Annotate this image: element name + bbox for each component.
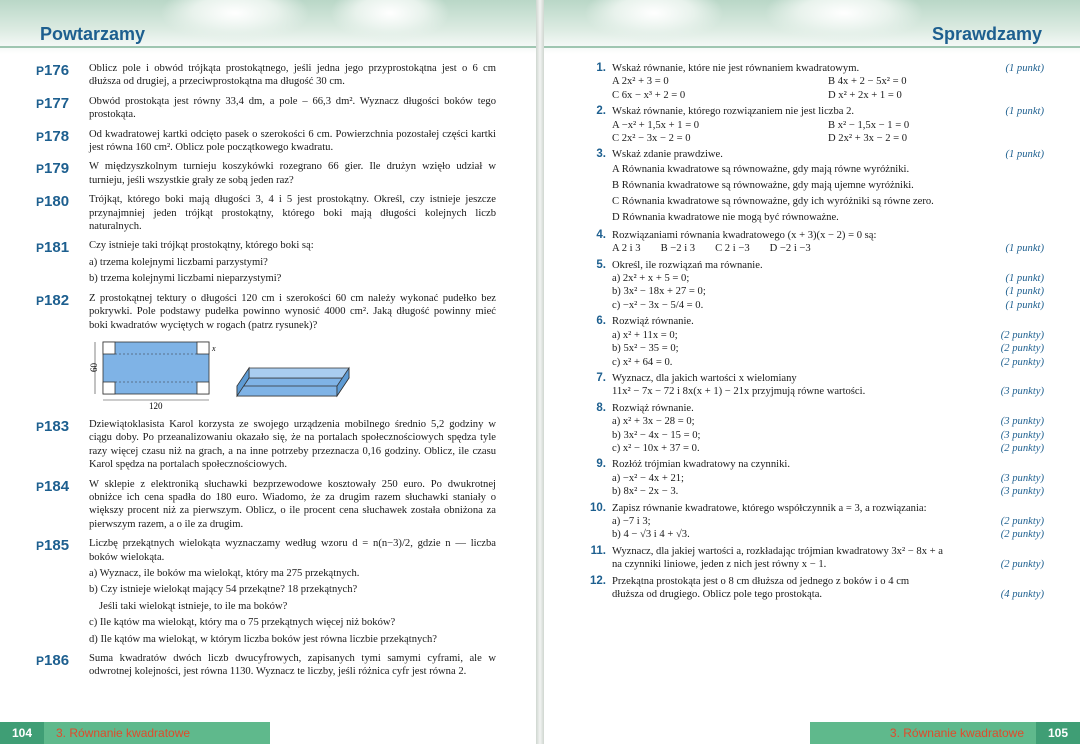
task-subitem xyxy=(612,342,1044,355)
subitem-points: (2 punkty) xyxy=(1000,343,1044,355)
task-item xyxy=(588,545,1044,572)
problem-prefix: P xyxy=(36,539,45,554)
problem-text: Czy istnieje taki trójkąt prostokątny, którego boki są: xyxy=(89,240,314,252)
problem-body xyxy=(89,478,496,532)
task-item xyxy=(588,62,1044,102)
subitem-text: na czynniki liniowe, jeden z nich jest równy x − 1. xyxy=(612,559,827,571)
subitem-points: (3 punkty) xyxy=(1000,486,1044,498)
task-subitem xyxy=(612,485,1044,498)
task-list xyxy=(588,62,1044,604)
task-number: 12. xyxy=(590,574,606,587)
subitem-text: b) 3x² − 18x + 27 = 0; xyxy=(612,286,706,298)
task-body xyxy=(612,315,1044,369)
task-body xyxy=(612,502,1044,542)
problem-prefix: P xyxy=(36,162,45,177)
task-header xyxy=(612,148,1044,161)
problem-prefix: P xyxy=(36,293,45,308)
subitem-text: a) x² + 11x = 0; xyxy=(612,329,678,341)
task-number: 8. xyxy=(596,401,606,414)
task-body xyxy=(612,259,1044,313)
problem-body xyxy=(89,239,496,285)
task-item xyxy=(588,105,1044,145)
problem-item xyxy=(36,478,496,532)
subitem-points: (3 punkty) xyxy=(1000,386,1044,398)
task-subitem xyxy=(612,429,1044,442)
cut-corner xyxy=(103,382,115,394)
problem-number xyxy=(36,95,89,122)
width-label: 120 xyxy=(149,400,163,410)
task-body xyxy=(612,229,1044,256)
problem-number xyxy=(36,160,89,187)
subitem-text: b) 8x² − 2x − 3. xyxy=(612,486,679,498)
problem-number-value: 185 xyxy=(44,537,70,555)
task-header xyxy=(612,458,1044,471)
problem-subitem: d) Ile kątów ma wielokąt, w którym liczba boków jest równa liczbie przekątnych? xyxy=(89,633,438,645)
problem-body xyxy=(89,292,496,332)
task-text: Zapisz równanie kwadratowe, którego współczynnik a = 3, a rozwiązania: xyxy=(612,502,927,514)
subitem-text: 11x² − 7x − 72 i 8x(x + 1) − 21x przyjmują równe wartości. xyxy=(612,386,866,398)
subitem-text: dłuższa od drugiego. Oblicz pole tego prostokąta. xyxy=(612,589,823,600)
task-header xyxy=(612,105,1044,118)
task-item xyxy=(588,402,1044,456)
task-number: 10. xyxy=(590,501,606,514)
statement-list xyxy=(612,162,1044,226)
task-number: 1. xyxy=(596,62,606,74)
answer-row xyxy=(612,242,1044,255)
problem-subitem: a) trzema kolejnymi liczbami parzystymi? xyxy=(89,256,268,268)
task-points: (1 punkt) xyxy=(1005,63,1044,74)
problem-number-value: 183 xyxy=(44,417,70,435)
task-subitem xyxy=(612,385,1044,398)
problem-text: Trójkąt, którego boki mają długości 3, 4 i 5 jest prostokątny. Określ, czy istnieje jeszcze przynajmniej jeden trójkąt prostokątny, którego boki mają długości kolejnych liczb naturalnych. xyxy=(89,194,496,233)
statement-option: B Równania kwadratowe są równoważne, gdy mają ujemne wyróżniki. xyxy=(612,179,914,191)
task-number: 11. xyxy=(590,544,606,557)
chapter-label: 3. Równanie kwadratowe xyxy=(44,722,270,744)
problem-subitem: b) Czy istnieje wielokąt mający 54 przekątne? 18 przekątnych? xyxy=(89,584,358,596)
task-subitem xyxy=(612,588,1044,601)
problem-text: Dziewiątoklasista Karol korzysta ze swojego urządzenia mobilnego średnio 5,2 godziny w ciągu doby. Po przeanalizowaniu okazało się, że na portalach społecznościowych spędza tyle razy więcej czasu niż na grach, a na inne potrzeby przeznacza 0,16 godziny. Oblicz, ile czasu Karol spędza na portalach społecznościowych. xyxy=(89,418,496,471)
book-gutter xyxy=(536,0,544,744)
task-number: 3. xyxy=(596,148,606,161)
task-item xyxy=(588,502,1044,542)
subitem-points: (2 punkty) xyxy=(1000,559,1044,571)
problem-item xyxy=(36,239,496,285)
subitem-text: a) 2x² + x + 5 = 0; xyxy=(612,273,690,285)
right-page xyxy=(544,0,1080,744)
subitem-text: a) −7 i 3; xyxy=(612,515,651,527)
box-back-wall xyxy=(249,368,349,378)
task-header xyxy=(612,502,1044,515)
problem-number-value: 178 xyxy=(44,127,70,145)
task-item xyxy=(588,229,1044,256)
problem-prefix: P xyxy=(36,419,45,434)
answer-options xyxy=(612,75,1044,102)
subitem-points: (2 punkty) xyxy=(1000,515,1044,527)
task-text: Wskaż równanie, którego rozwiązaniem nie jest liczba 2. xyxy=(612,106,855,118)
task-subitem xyxy=(612,472,1044,485)
problem-number-value: 176 xyxy=(44,62,70,79)
subitem-points: (1 punkt) xyxy=(1005,273,1044,285)
problem-item xyxy=(36,418,496,472)
answer-options xyxy=(612,119,1044,146)
problem-text: Od kwadratowej kartki odcięto pasek o szerokości 6 cm. Powierzchnia pozostałej części kartki jest równa 160 cm². Oblicz pole początkowego kwadratu. xyxy=(89,128,496,154)
task-item xyxy=(588,148,1044,225)
task-subitem xyxy=(612,415,1044,428)
task-body xyxy=(612,545,1044,572)
task-item xyxy=(588,315,1044,369)
task-number: 7. xyxy=(596,371,606,384)
cut-size-label: x xyxy=(212,343,216,353)
subitem-text: c) −x² − 3x − 5/4 = 0. xyxy=(612,299,704,311)
answer-option: C 2 i −3 xyxy=(715,243,750,255)
task-subitem xyxy=(612,285,1044,298)
problem-subitem: c) Ile kątów ma wielokąt, który ma o 75 przekątnych więcej niż boków? xyxy=(89,617,396,629)
page-number: 105 xyxy=(1036,722,1080,744)
cut-corner xyxy=(197,382,209,394)
subitem-text: a) x² + 3x − 28 = 0; xyxy=(612,416,695,428)
task-item xyxy=(588,372,1044,399)
answer-option: C 6x − x³ + 2 = 0 xyxy=(612,89,686,101)
task-header xyxy=(612,229,1044,242)
problem-number xyxy=(36,478,89,532)
problem-body xyxy=(89,652,496,679)
problem-text: Oblicz pole i obwód trójkąta prostokątnego, jeśli jedna jego przyprostokątna jest o 6 cm dłuższa od drugiej, a przeciwprostokątna ma długość 30 cm. xyxy=(89,63,496,88)
task-number: 5. xyxy=(596,258,606,271)
problem-item xyxy=(36,193,496,233)
problem-subitem: a) Wyznacz, ile boków ma wielokąt, który ma 275 przekątnych. xyxy=(89,567,360,579)
problem-item xyxy=(36,95,496,122)
problem-item xyxy=(36,160,496,187)
left-page xyxy=(0,0,536,744)
problem-text: Suma kwadratów dwóch liczb dwucyfrowych, zapisanych tymi samymi cyframi, ale w odwrotnej kolejności, jest równa 1130. Wyznacz te liczby, jeśli różnica cyfr jest równa 2. xyxy=(89,653,496,678)
answer-option: B 4x + 2 − 5x² = 0 xyxy=(828,76,907,88)
problem-number-value: 179 xyxy=(44,160,70,178)
answer-option: A 2x² + 3 = 0 xyxy=(612,76,669,88)
task-text: Przekątna prostokąta jest o 8 cm dłuższa od jednego z boków i o 4 cm xyxy=(612,575,910,587)
subitem-points: (3 punkty) xyxy=(1000,472,1044,484)
task-item xyxy=(588,458,1044,498)
task-subitem xyxy=(612,442,1044,455)
problem-item xyxy=(36,537,496,646)
problem-item xyxy=(36,128,496,155)
problem-body xyxy=(89,128,496,155)
problem-number-value: 180 xyxy=(44,193,70,211)
problem-item xyxy=(36,292,496,332)
problem-number xyxy=(36,239,89,285)
problem-body xyxy=(89,160,496,187)
task-header xyxy=(612,315,1044,328)
subitem-text: b) 5x² − 35 = 0; xyxy=(612,343,679,355)
problem-prefix: P xyxy=(36,129,45,144)
answer-option: B x² − 1,5x − 1 = 0 xyxy=(828,119,910,131)
answer-option: B −2 i 3 xyxy=(660,243,696,255)
task-text: Rozwiąż równanie. xyxy=(612,316,694,328)
subitem-text: b) 3x² − 4x − 15 = 0; xyxy=(612,429,701,441)
subitem-points: (3 punkty) xyxy=(1000,416,1044,428)
problem-number-value: 177 xyxy=(44,94,70,112)
task-subitem xyxy=(612,329,1044,342)
problem-body xyxy=(89,193,496,233)
task-subitem xyxy=(612,272,1044,285)
answer-option: D −2 i −3 xyxy=(769,243,811,255)
problem-text: Liczbę przekątnych wielokąta wyznaczamy według wzoru d = n(n−3)/2, gdzie n — liczba boków wielokąta. xyxy=(89,538,496,563)
problem-body xyxy=(89,95,496,122)
statement-option: D Równania kwadratowe nie mogą być równoważne. xyxy=(612,211,839,223)
cardboard-rectangle xyxy=(103,342,209,394)
task-header xyxy=(612,259,1044,272)
subitem-points: (1 punkt) xyxy=(1005,299,1044,311)
subitem-points: (2 punkty) xyxy=(1000,356,1044,368)
task-text: Rozwiązaniami równania kwadratowego (x + 3)(x − 2) = 0 są: xyxy=(612,229,877,241)
problem-text: W międzyszkolnym turnieju koszykówki rozegrano 66 gier. Ile drużyn wzięło udział w turnieju, jeśli wszystkie grały ze sobą jeden raz? xyxy=(89,161,496,186)
problem-text: W sklepie z elektroniką słuchawki bezprzewodowe kosztowały 250 euro. Po dwukrotnej obniżce ich cena spadła do 180 euro. Wiadomo, że za drugim razem słuchawki staniały o większy procent niż za pierwszym. Oblicz, o ile procent cena słuchawek została obniżona za pierwszym razem, a o ile za drugim. xyxy=(89,478,496,530)
box-net-diagram xyxy=(89,338,389,410)
subitem-text: c) x² − 10x + 37 = 0. xyxy=(612,442,700,454)
task-header xyxy=(612,402,1044,415)
problem-text: Z prostokątnej tektury o długości 120 cm i szerokości 60 cm należy wykonać pudełko bez pokrywki. Pole podstawy pudełka powinno wynosić 4000 cm². Jaką długość powinny mieć boki kwadratów wyciętych w rogach (patrz rysunek)? xyxy=(89,292,496,331)
task-body xyxy=(612,105,1044,145)
task-number: 2. xyxy=(596,105,606,118)
height-label: 60 xyxy=(89,362,99,372)
chapter-label: 3. Równanie kwadratowe xyxy=(810,722,1036,744)
problem-body xyxy=(89,418,496,472)
task-text: Wskaż równanie, które nie jest równaniem kwadratowym. xyxy=(612,63,860,74)
problem-body xyxy=(89,537,496,646)
box-net-figure xyxy=(89,338,496,410)
task-item xyxy=(588,259,1044,313)
task-number: 4. xyxy=(596,228,606,241)
task-points: (1 punkt) xyxy=(1005,243,1044,255)
task-subitem xyxy=(612,558,1044,571)
problem-prefix: P xyxy=(36,195,45,210)
answer-option: C 2x² − 3x − 2 = 0 xyxy=(612,133,691,145)
task-body xyxy=(612,62,1044,102)
problem-number xyxy=(36,418,89,472)
task-item xyxy=(588,575,1044,602)
subitem-text: c) x² + 64 = 0. xyxy=(612,356,673,368)
task-header xyxy=(612,62,1044,75)
task-subitem xyxy=(612,528,1044,541)
problem-number xyxy=(36,62,89,89)
problem-number-value: 186 xyxy=(44,652,70,669)
problem-subitem: Jeśli taki wielokąt istnieje, to ile ma boków? xyxy=(99,600,288,612)
subitem-points: (1 punkt) xyxy=(1005,286,1044,298)
problem-prefix: P xyxy=(36,479,45,494)
task-header xyxy=(612,545,1044,558)
task-text: Wskaż zdanie prawdziwe. xyxy=(612,149,723,161)
task-header xyxy=(612,575,1044,588)
task-number: 9. xyxy=(596,458,606,471)
answer-option: A 2 i 3 xyxy=(612,243,641,255)
problem-prefix: P xyxy=(36,241,45,256)
subitem-points: (2 punkty) xyxy=(1000,529,1044,541)
cut-corner xyxy=(103,342,115,354)
answer-option: D 2x² + 3x − 2 = 0 xyxy=(828,133,908,145)
problem-subitem: b) trzema kolejnymi liczbami nieparzystymi? xyxy=(89,273,282,285)
problem-number xyxy=(36,292,89,332)
problem-number-value: 182 xyxy=(44,291,70,309)
task-text: Rozwiąż równanie. xyxy=(612,402,694,414)
box-front-wall xyxy=(237,386,337,396)
subitem-points: (2 punkty) xyxy=(1000,329,1044,341)
task-body xyxy=(612,575,1044,602)
problem-prefix: P xyxy=(36,64,45,78)
problem-prefix: P xyxy=(36,96,45,111)
statement-option: A Równania kwadratowe są równoważne, gdy mają równe wyróżniki. xyxy=(612,163,910,175)
task-subitem xyxy=(612,515,1044,528)
problem-number-value: 181 xyxy=(44,239,70,257)
task-text: Wyznacz, dla jakiej wartości a, rozkładając trójmian kwadratowy 3x² − 8x + a xyxy=(612,545,943,557)
subitem-points: (4 punkty) xyxy=(1000,589,1044,600)
problem-number xyxy=(36,128,89,155)
answer-option: D x² + 2x + 1 = 0 xyxy=(828,89,902,101)
task-body xyxy=(612,148,1044,225)
task-text: Określ, ile rozwiązań ma równanie. xyxy=(612,259,763,271)
problem-text: Obwód prostokąta jest równy 33,4 dm, a pole – 66,3 dm². Wyznacz długości boków tego prostokąta. xyxy=(89,95,496,121)
answer-option: A −x² + 1,5x + 1 = 0 xyxy=(612,119,700,131)
task-number: 6. xyxy=(596,315,606,328)
problem-item xyxy=(36,62,496,89)
task-subitem xyxy=(612,356,1044,369)
subitem-points: (2 punkty) xyxy=(1000,442,1044,454)
subitem-points: (3 punkty) xyxy=(1000,429,1044,441)
problem-body xyxy=(89,62,496,89)
page-title: Powtarzamy xyxy=(40,24,146,44)
task-points: (1 punkt) xyxy=(1005,149,1044,161)
answer-options xyxy=(612,242,831,255)
statement-option: C Równania kwadratowe są równoważne, gdy ich wyróżniki są równe zero. xyxy=(612,195,934,207)
subitem-text: a) −x² − 4x + 21; xyxy=(612,472,684,484)
task-text: Wyznacz, dla jakich wartości x wielomiany xyxy=(612,372,797,384)
cut-corner xyxy=(197,342,209,354)
problem-number-value: 184 xyxy=(44,477,70,495)
problem-list xyxy=(36,62,496,685)
task-text: Rozłóż trójmian kwadratowy na czynniki. xyxy=(612,459,790,471)
problem-item xyxy=(36,652,496,679)
task-body xyxy=(612,402,1044,456)
problem-prefix: P xyxy=(36,654,45,668)
task-body xyxy=(612,372,1044,399)
task-body xyxy=(612,458,1044,498)
problem-number xyxy=(36,193,89,233)
problem-number xyxy=(36,537,89,646)
problem-number xyxy=(36,652,89,679)
subitem-text: b) 4 − √3 i 4 + √3. xyxy=(612,529,690,541)
page-number: 104 xyxy=(0,722,44,744)
task-points: (1 punkt) xyxy=(1005,106,1044,118)
task-subitem xyxy=(612,299,1044,312)
page-title: Sprawdzamy xyxy=(931,24,1042,44)
task-header xyxy=(612,372,1044,385)
